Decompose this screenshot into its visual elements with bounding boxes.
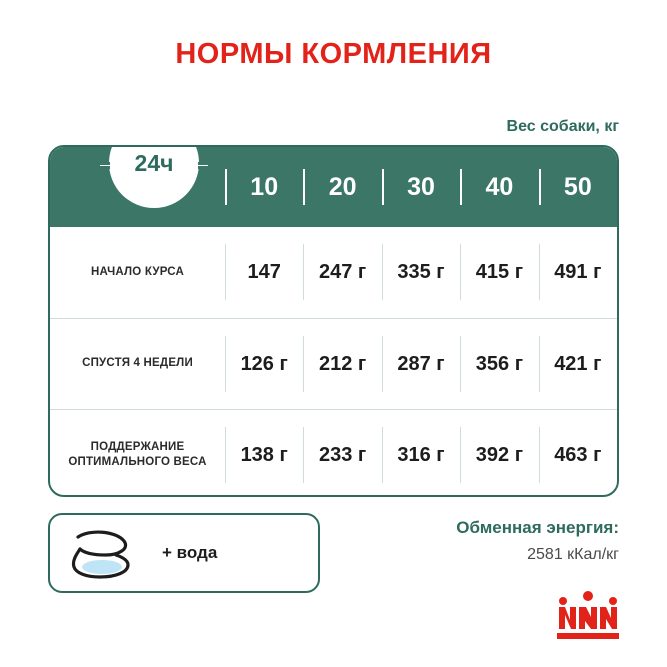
stopwatch-label: 24ч xyxy=(134,149,174,176)
column-header: 40 xyxy=(460,167,538,207)
stopwatch-ear-left-icon xyxy=(97,162,110,169)
table-cell: 287 г xyxy=(382,336,460,392)
table-cell: 138 г xyxy=(225,427,303,483)
table-row xyxy=(50,227,617,319)
row-cells xyxy=(225,319,617,410)
feeding-table xyxy=(48,145,619,497)
table-cell: 212 г xyxy=(303,336,381,392)
metabolic-energy xyxy=(456,518,619,564)
table-cell: 335 г xyxy=(382,244,460,300)
water-note xyxy=(48,513,320,593)
table-row xyxy=(50,319,617,411)
table-cell: 247 г xyxy=(303,244,381,300)
row-label: НАЧАЛО КУРСА xyxy=(90,265,185,278)
stopwatch-ear-right-icon xyxy=(198,162,211,169)
table-body xyxy=(50,227,617,495)
column-header: 50 xyxy=(539,167,617,207)
royal-crown-logo xyxy=(555,589,621,645)
table-cell: 463 г xyxy=(539,427,617,483)
page-title: НОРМЫ КОРМЛЕНИЯ xyxy=(175,38,492,70)
table-cell: 147 xyxy=(225,244,303,300)
row-label: СПУСТЯ 4 НЕДЕЛИ xyxy=(82,357,193,370)
table-cell: 491 г xyxy=(539,244,617,300)
row-label-line-1: ПОДДЕРЖАНИЕ xyxy=(90,441,185,454)
energy-value: 2581 кКал/кг xyxy=(527,546,619,563)
column-header: 10 xyxy=(225,167,303,207)
table-row xyxy=(50,410,617,497)
table-cell: 421 г xyxy=(539,336,617,392)
row-label-line-2: ОПТИМАЛЬНОГО ВЕСА xyxy=(68,456,207,469)
energy-title: Обменная энергия: xyxy=(456,518,619,537)
water-bowl-icon xyxy=(50,515,162,591)
table-cell: 392 г xyxy=(460,427,538,483)
table-cell: 126 г xyxy=(225,336,303,392)
row-label xyxy=(50,440,225,470)
column-header: 30 xyxy=(382,167,460,207)
table-cell: 233 г xyxy=(303,427,381,483)
table-cell: 356 г xyxy=(460,336,538,392)
table-header-cells xyxy=(225,167,617,207)
column-header: 20 xyxy=(303,167,381,207)
table-cell: 316 г xyxy=(382,427,460,483)
table-cell: 415 г xyxy=(460,244,538,300)
row-cells xyxy=(225,410,617,497)
water-label: + вода xyxy=(162,543,218,562)
row-cells xyxy=(225,227,617,318)
weight-caption: Вес собаки, кг xyxy=(506,118,619,135)
